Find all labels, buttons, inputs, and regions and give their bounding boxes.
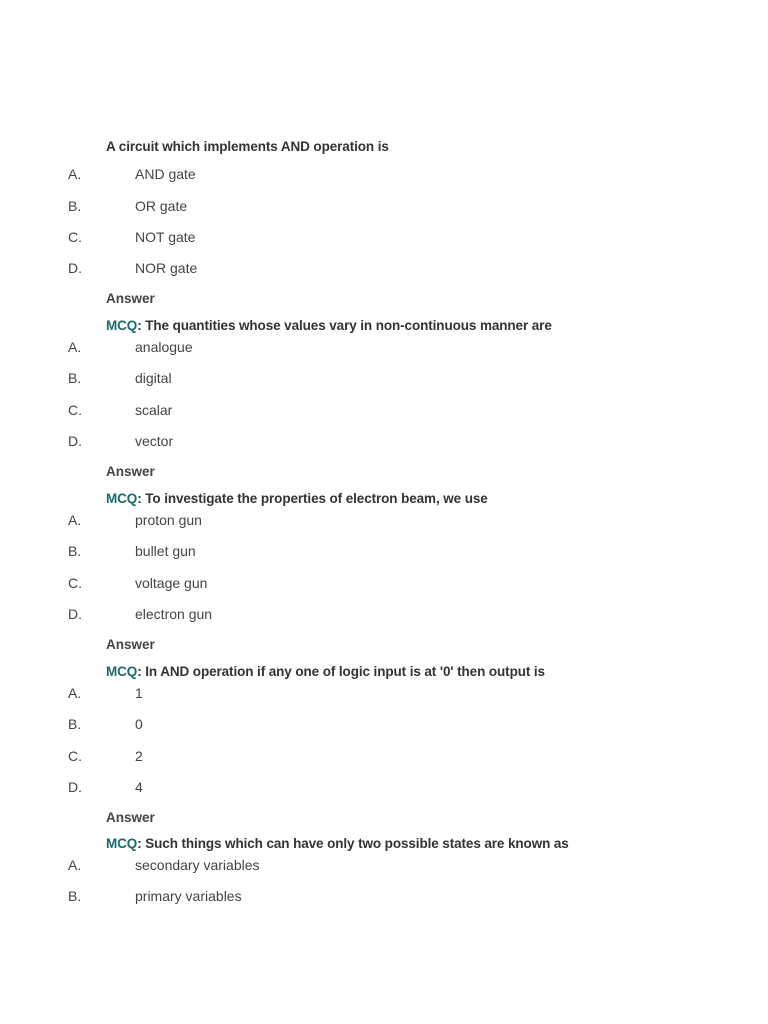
- q5-option-b: [68, 888, 242, 904]
- option-text: secondary variables: [135, 857, 260, 873]
- mcq-label: MCQ: [106, 491, 138, 506]
- q2-option-b: [68, 370, 172, 386]
- q3-option-a: [68, 512, 202, 528]
- question-text: : In AND operation if any one of logic input is at '0' then output is: [137, 664, 545, 679]
- q2-answer-link[interactable]: Answer: [106, 464, 155, 479]
- option-letter: B.: [68, 716, 82, 732]
- q1-answer-link[interactable]: Answer: [106, 291, 155, 306]
- question-1: [106, 139, 389, 154]
- mcq-label: MCQ: [106, 318, 138, 333]
- q3-option-b: [68, 543, 196, 559]
- option-text: electron gun: [135, 606, 213, 622]
- option-letter: C.: [68, 402, 82, 418]
- option-letter: B.: [68, 198, 82, 214]
- option-letter: C.: [68, 229, 82, 245]
- q5-option-a: [68, 857, 260, 873]
- option-letter: D.: [68, 606, 82, 622]
- option-letter: D.: [68, 433, 82, 449]
- q1-option-d: [68, 260, 197, 276]
- option-letter: A.: [68, 685, 82, 701]
- question-2: [106, 318, 552, 333]
- option-text: NOT gate: [135, 229, 196, 245]
- option-letter: D.: [68, 779, 82, 795]
- q1-option-b: [68, 198, 187, 214]
- q1-option-a: [68, 166, 196, 182]
- q2-option-a: [68, 339, 193, 355]
- q4-option-b: [68, 716, 143, 732]
- option-text: OR gate: [135, 198, 188, 214]
- question-3: [106, 491, 488, 506]
- option-letter: C.: [68, 748, 82, 764]
- q3-option-d: [68, 606, 212, 622]
- option-text: voltage gun: [135, 575, 208, 591]
- option-letter: A.: [68, 857, 82, 873]
- option-letter: B.: [68, 370, 82, 386]
- q4-option-d: [68, 779, 143, 795]
- option-text: scalar: [135, 402, 173, 418]
- q4-option-a: [68, 685, 143, 701]
- q2-option-c: [68, 402, 172, 418]
- mcq-label: MCQ: [106, 836, 138, 851]
- question-4: [106, 664, 545, 679]
- q3-option-c: [68, 575, 207, 591]
- option-text: proton gun: [135, 512, 202, 528]
- option-text: 4: [135, 779, 143, 795]
- option-text: 2: [135, 748, 143, 764]
- question-text: : Such things which can have only two possible states are known as: [137, 836, 569, 851]
- option-text: primary variables: [135, 888, 242, 904]
- option-text: 1: [135, 685, 143, 701]
- q4-option-c: [68, 748, 143, 764]
- option-text: 0: [135, 716, 143, 732]
- option-letter: B.: [68, 888, 82, 904]
- option-text: vector: [135, 433, 174, 449]
- q4-answer-link[interactable]: Answer: [106, 810, 155, 825]
- option-letter: A.: [68, 166, 82, 182]
- q2-option-d: [68, 433, 173, 449]
- question-text: : To investigate the properties of electron beam, we use: [137, 491, 488, 506]
- option-letter: A.: [68, 339, 82, 355]
- option-letter: C.: [68, 575, 82, 591]
- option-letter: D.: [68, 260, 82, 276]
- option-text: bullet gun: [135, 543, 196, 559]
- question-text: A circuit which implements AND operation is: [106, 139, 389, 154]
- question-text: : The quantities whose values vary in non-continuous manner are: [137, 318, 552, 333]
- option-text: analogue: [135, 339, 193, 355]
- option-text: NOR gate: [135, 260, 198, 276]
- option-letter: A.: [68, 512, 82, 528]
- q3-answer-link[interactable]: Answer: [106, 637, 155, 652]
- question-5: [106, 836, 569, 851]
- q1-option-c: [68, 229, 195, 245]
- mcq-label: MCQ: [106, 664, 138, 679]
- option-text: AND gate: [135, 166, 196, 182]
- option-text: digital: [135, 370, 172, 386]
- option-letter: B.: [68, 543, 82, 559]
